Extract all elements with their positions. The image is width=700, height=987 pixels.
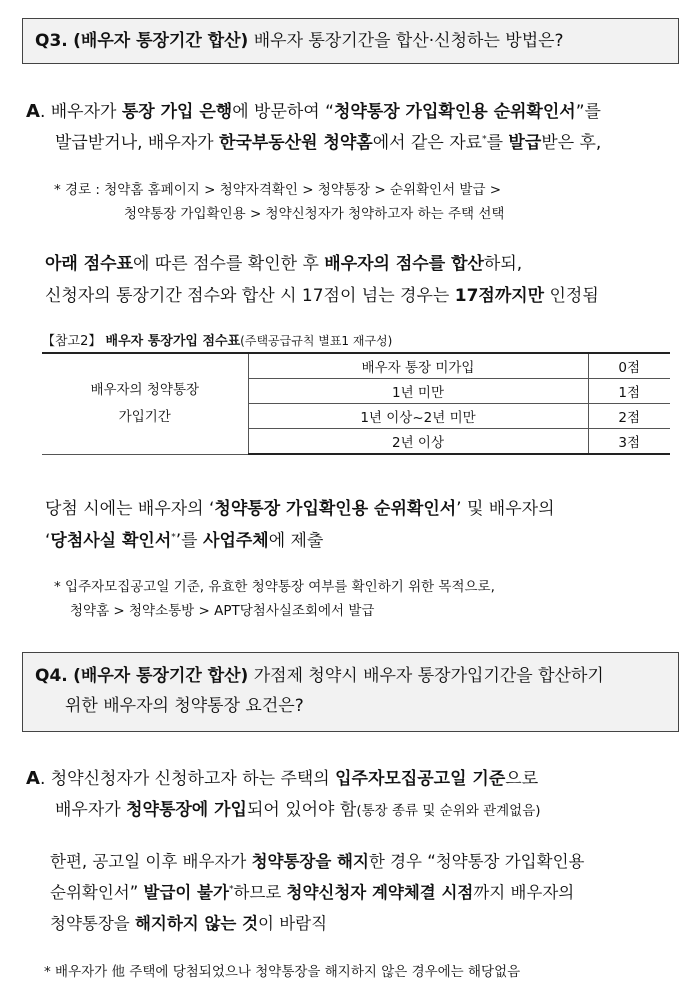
answer-mark: A: [26, 768, 40, 789]
table-cell: 2년 이상: [248, 429, 588, 455]
table-cell: 1년 미만: [248, 379, 588, 404]
answer-line: 발급받거나, 배우자가 한국부동산원 청약홈에서 같은 자료*를 발급받은 후,: [55, 133, 602, 153]
question-number: Q3.: [35, 31, 68, 51]
answer-line: A. 배우자가 통장 가입 은행에 방문하여 “청약통장 가입확인용 순위확인서”를: [26, 101, 601, 122]
table-row-label: 배우자의 청약통장 가입기간: [42, 353, 248, 454]
question-topic: (배우자 통장기간 합산): [73, 31, 249, 51]
footnote: * 입주자모집공고일 기준, 유효한 청약통장 여부를 확인하기 위한 목적으로,: [54, 579, 495, 595]
table-cell: 0점: [588, 353, 670, 379]
question-number: Q4.: [35, 666, 68, 686]
paragraph-line: 청약통장을 해지하지 않는 것이 바람직: [50, 914, 328, 933]
table-row: [42, 353, 670, 379]
question-topic: (배우자 통장기간 합산): [73, 666, 249, 686]
path-note: * 경로 : 청약홈 홈페이지 > 청약자격확인 > 청약통장 > 순위확인서 발급 >: [54, 182, 502, 198]
table-cell: 배우자 통장 미가입: [248, 353, 588, 379]
footnote: * 배우자가 他 주택에 당첨되었으나 청약통장을 해지하지 않은 경우에는 해당없음: [44, 964, 521, 980]
reference-title: 【참고2】 배우자 통장가입 점수표(주택공급규칙 별표1 재구성): [42, 334, 393, 349]
footnote: 청약홈 > 청약소통방 > APT당첨사실조회에서 발급: [70, 603, 375, 619]
question-line: Q4. (배우자 통장기간 합산) 가점제 청약시 배우자 통장가입기간을 합산하기: [35, 666, 604, 686]
paragraph-line: 순위확인서” 발급이 불가*하므로 청약신청자 계약체결 시점까지 배우자의: [50, 883, 575, 902]
path-note: 청약통장 가입확인용 > 청약신청자가 청약하고자 하는 주택 선택: [124, 206, 505, 222]
answer-line: 배우자가 청약통장에 가입되어 있어야 함(통장 종류 및 순위와 관계없음): [55, 800, 541, 820]
question-text: 배우자 통장기간을 합산·신청하는 방법은?: [248, 31, 564, 51]
paragraph-line: 아래 점수표에 따른 점수를 확인한 후 배우자의 점수를 합산하되,: [45, 254, 523, 274]
table-cell: 3점: [588, 429, 670, 455]
answer-mark: A: [26, 101, 40, 122]
table-cell: 1점: [588, 379, 670, 404]
paragraph-line: 신청자의 통장기간 점수와 합산 시 17점이 넘는 경우는 17점까지만 인정됨: [45, 286, 599, 306]
question-box-q3: [22, 18, 679, 64]
answer-line: A. 청약신청자가 신청하고자 하는 주택의 입주자모집공고일 기준으로: [26, 768, 539, 789]
paragraph-line: 한편, 공고일 이후 배우자가 청약통장을 해지한 경우 “청약통장 가입확인용: [50, 852, 585, 871]
question-line: 위한 배우자의 청약통장 요건은?: [65, 696, 304, 716]
table-cell: 2점: [588, 404, 670, 429]
paragraph-line: 당첨 시에는 배우자의 ‘청약통장 가입확인용 순위확인서’ 및 배우자의: [45, 499, 555, 519]
paragraph-line: ‘당첨사실 확인서*’를 사업주체에 제출: [45, 531, 324, 551]
table-cell: 1년 이상~2년 미만: [248, 404, 588, 429]
score-table: [42, 352, 670, 455]
question-box-q4: [22, 652, 679, 732]
